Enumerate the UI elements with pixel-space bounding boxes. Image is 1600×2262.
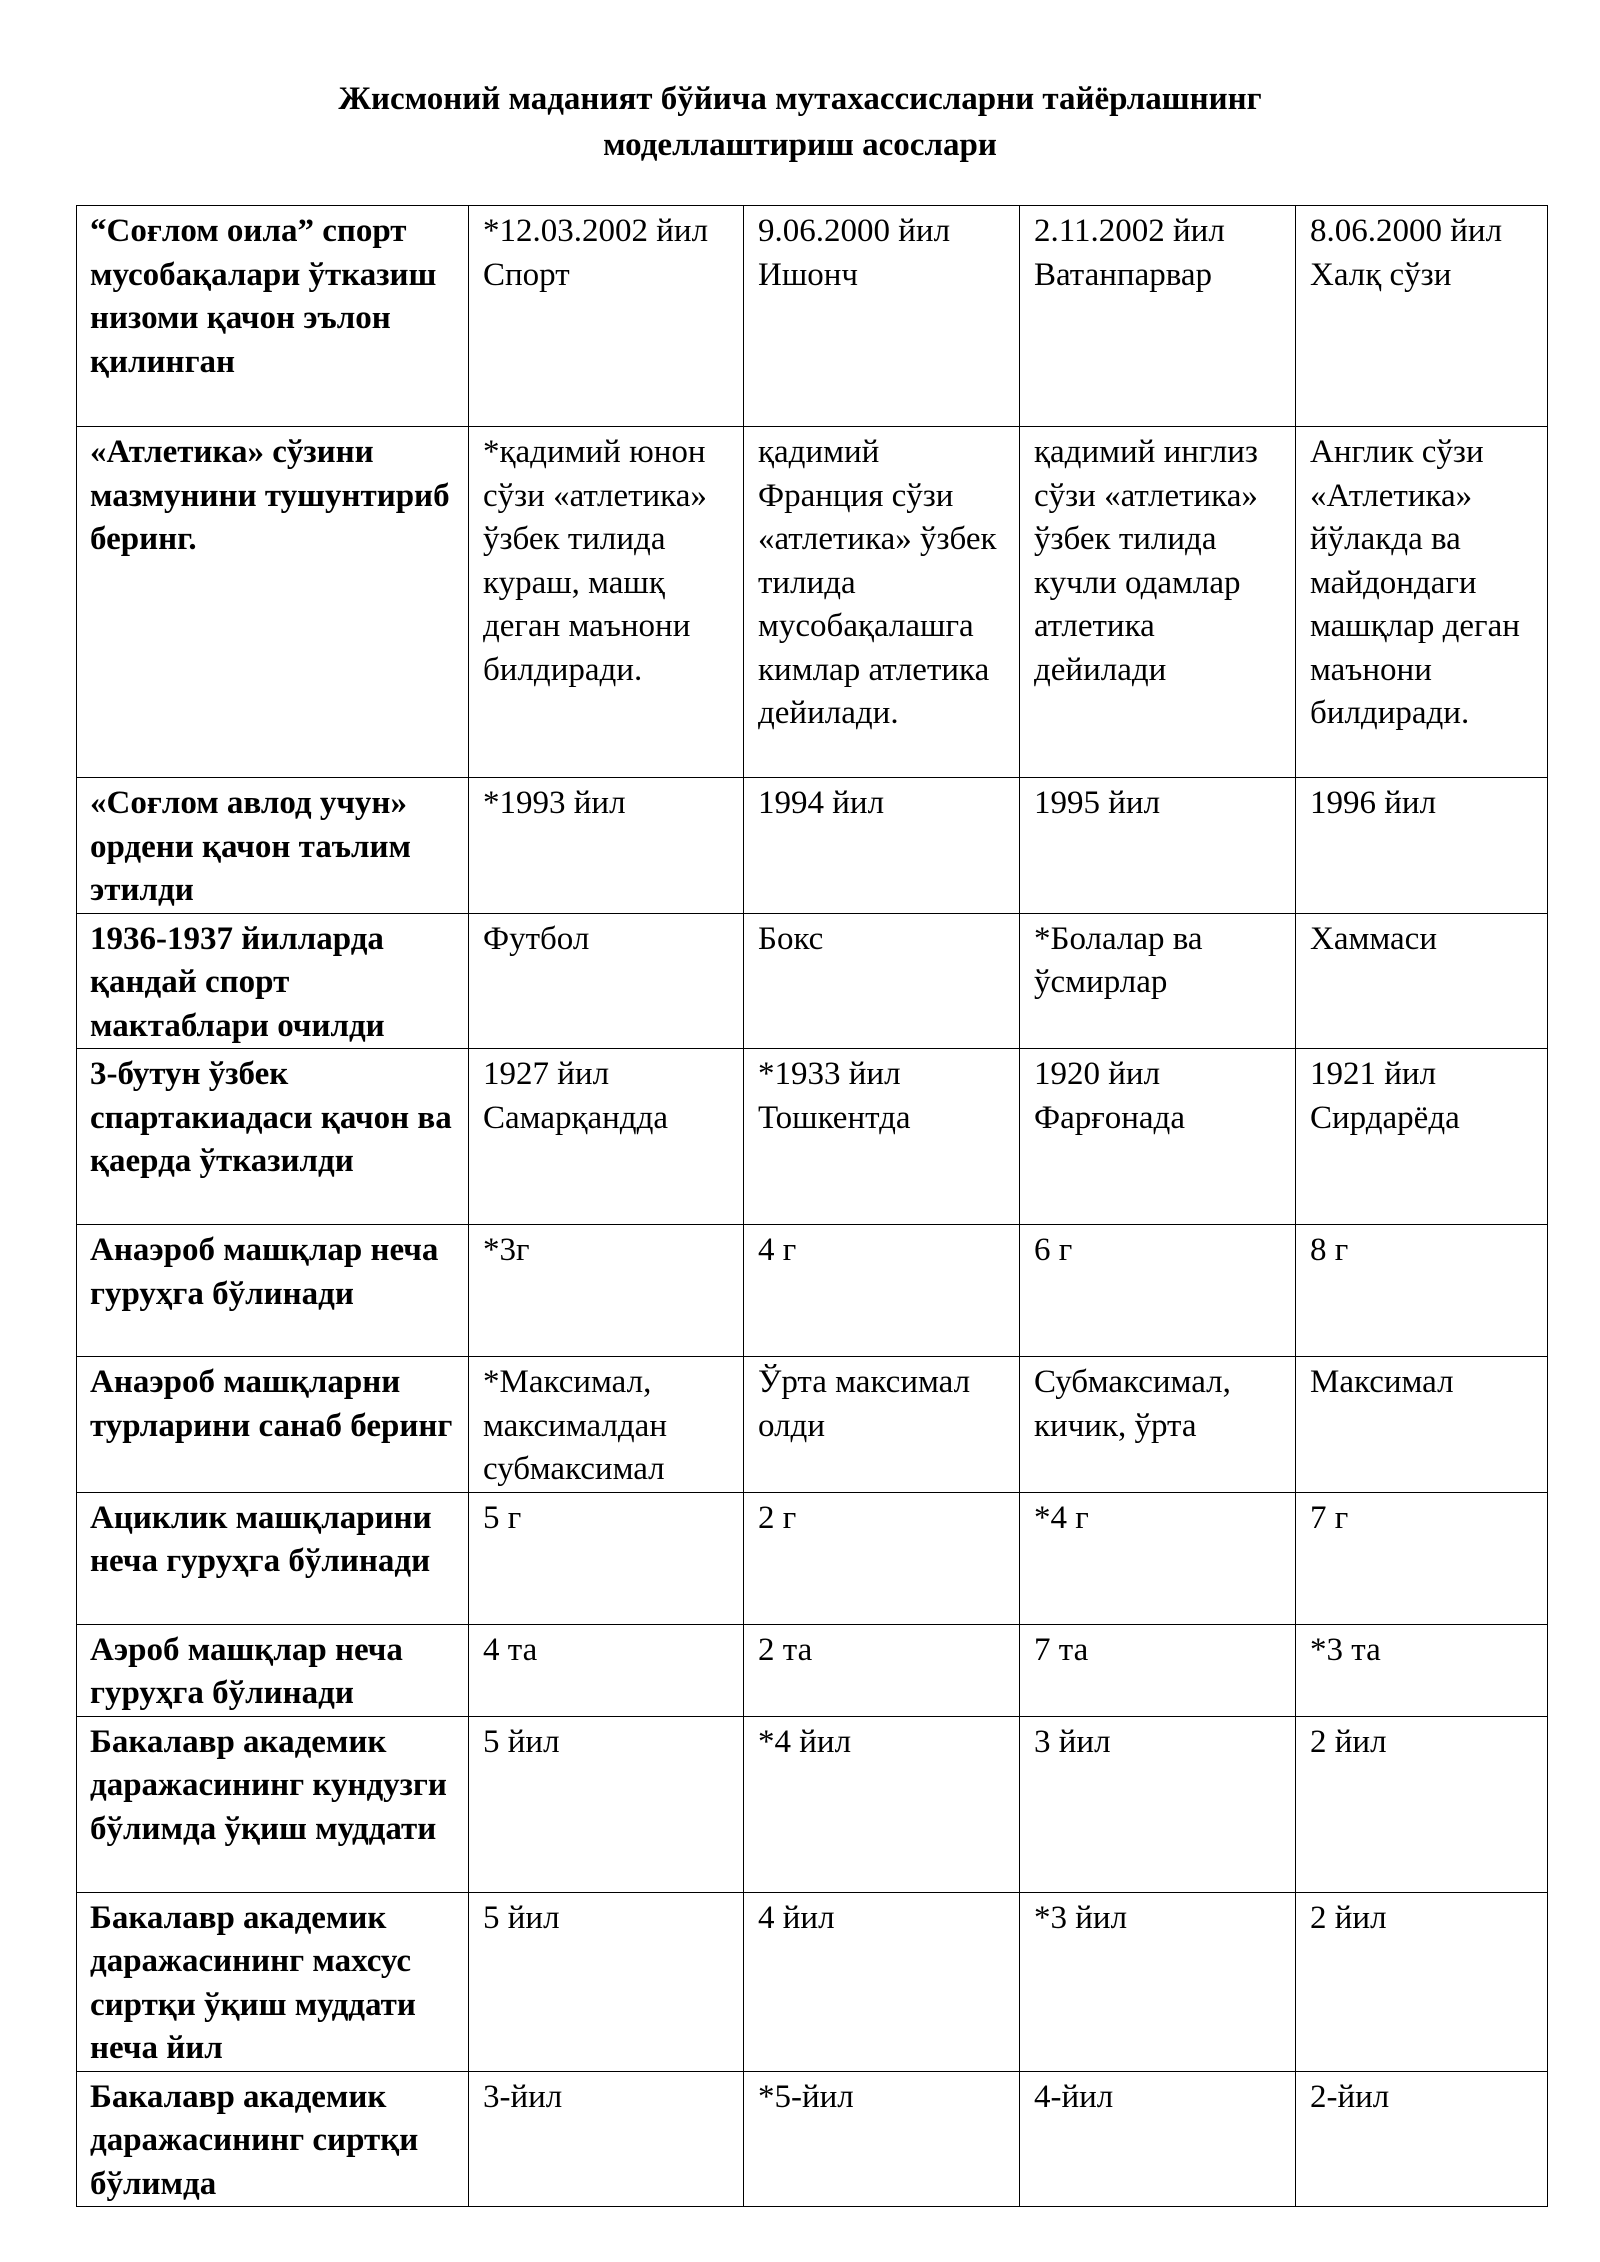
option-cell-a: Футбол [469, 913, 744, 1049]
option-cell-b: 9.06.2000 йил Ишонч [744, 206, 1020, 427]
option-cell-b: Бокс [744, 913, 1020, 1049]
option-cell-a: 4 та [469, 1624, 744, 1716]
option-cell-a: *Максимал, максималдан субмаксимал [469, 1357, 744, 1493]
option-cell-b: қадимий Франция сўзи «атлетика» ўзбек тилида мусобақалашга кимлар атлетика дейилади. [744, 427, 1020, 778]
option-cell-d: 1996 йил [1296, 778, 1548, 914]
table-row [77, 1892, 1548, 2071]
option-cell-d: 8.06.2000 йил Халқ сўзи [1296, 206, 1548, 427]
option-cell-b: 4 г [744, 1225, 1020, 1357]
option-cell-d: *3 та [1296, 1624, 1548, 1716]
table-row [77, 1225, 1548, 1357]
question-cell: Анаэроб машқларни турларини санаб беринг [77, 1357, 469, 1493]
option-cell-b: 1994 йил [744, 778, 1020, 914]
table-row [77, 427, 1548, 778]
option-cell-c: 4-йил [1020, 2071, 1296, 2207]
option-cell-a: 1927 йил Самарқандда [469, 1049, 744, 1225]
table-row [77, 1624, 1548, 1716]
option-cell-c: 2.11.2002 йил Ватанпарвар [1020, 206, 1296, 427]
option-cell-d: 8 г [1296, 1225, 1548, 1357]
option-cell-b: *1933 йил Тошкентда [744, 1049, 1020, 1225]
title-line-2: моделлаштириш асослари [603, 127, 997, 163]
question-cell: “Соғлом оила” спорт мусобақалари ўтказиш низоми қачон эълон қилинган [77, 206, 469, 427]
option-cell-c: *4 г [1020, 1492, 1296, 1624]
question-cell: 3-бутун ўзбек спартакиадаси қачон ва қаерда ўтказилди [77, 1049, 469, 1225]
option-cell-a: *3г [469, 1225, 744, 1357]
question-cell: Аэроб машқлар неча гуруҳга бўлинади [77, 1624, 469, 1716]
question-cell: «Атлетика» сўзини мазмунини тушунтириб беринг. [77, 427, 469, 778]
option-cell-d: 2-йил [1296, 2071, 1548, 2207]
table-row [77, 1357, 1548, 1493]
table-row [77, 206, 1548, 427]
option-cell-c: 7 та [1020, 1624, 1296, 1716]
table-row [77, 2071, 1548, 2207]
questions-table [76, 205, 1548, 2207]
option-cell-b: 2 та [744, 1624, 1020, 1716]
option-cell-d: 7 г [1296, 1492, 1548, 1624]
option-cell-b: 4 йил [744, 1892, 1020, 2071]
option-cell-a: *1993 йил [469, 778, 744, 914]
option-cell-a: 5 йил [469, 1892, 744, 2071]
option-cell-b: *4 йил [744, 1716, 1020, 1892]
table-row [77, 778, 1548, 914]
option-cell-c: Субмаксимал, кичик, ўрта [1020, 1357, 1296, 1493]
title-line-1: Жисмоний маданият бўйича мутахассисларни тайёрлашнинг [338, 81, 1262, 117]
option-cell-b: Ўрта максимал олди [744, 1357, 1020, 1493]
option-cell-c: 1995 йил [1020, 778, 1296, 914]
option-cell-d: Максимал [1296, 1357, 1548, 1493]
option-cell-c: *3 йил [1020, 1892, 1296, 2071]
option-cell-c: 1920 йил Фарғонада [1020, 1049, 1296, 1225]
option-cell-d: Хаммаси [1296, 913, 1548, 1049]
option-cell-a: *12.03.2002 йил Спорт [469, 206, 744, 427]
table-row [77, 1716, 1548, 1892]
question-cell: 1936-1937 йилларда қандай спорт мактаблари очилди [77, 913, 469, 1049]
option-cell-b: *5-йил [744, 2071, 1020, 2207]
table-row [77, 1492, 1548, 1624]
option-cell-b: 2 г [744, 1492, 1020, 1624]
question-cell: Бакалавр академик даражасининг кундузги бўлимда ўқиш муддати [77, 1716, 469, 1892]
table-row [77, 1049, 1548, 1225]
question-cell: Ациклик машқларини неча гуруҳга бўлинади [77, 1492, 469, 1624]
option-cell-c: 6 г [1020, 1225, 1296, 1357]
option-cell-a: 5 йил [469, 1716, 744, 1892]
option-cell-a: 5 г [469, 1492, 744, 1624]
option-cell-d: 2 йил [1296, 1892, 1548, 2071]
table-row [77, 913, 1548, 1049]
page-title [0, 76, 1600, 168]
option-cell-d: 2 йил [1296, 1716, 1548, 1892]
option-cell-a: 3-йил [469, 2071, 744, 2207]
option-cell-c: 3 йил [1020, 1716, 1296, 1892]
option-cell-c: қадимий инглиз сўзи «атлетика» ўзбек тилида кучли одамлар атлетика дейилади [1020, 427, 1296, 778]
question-cell: Бакалавр академик даражасининг махсус сиртқи ўқиш муддати неча йил [77, 1892, 469, 2071]
option-cell-c: *Болалар ва ўсмирлар [1020, 913, 1296, 1049]
option-cell-a: *қадимий юнон сўзи «атлетика» ўзбек тилида кураш, машқ деган маънони билдиради. [469, 427, 744, 778]
question-cell: «Соғлом авлод учун» ордени қачон таълим этилди [77, 778, 469, 914]
question-cell: Анаэроб машқлар неча гуруҳга бўлинади [77, 1225, 469, 1357]
option-cell-d: Англик сўзи «Атлетика» йўлакда ва майдондаги машқлар деган маънони билдиради. [1296, 427, 1548, 778]
question-cell: Бакалавр академик даражасининг сиртқи бўлимда [77, 2071, 469, 2207]
option-cell-d: 1921 йил Сирдарёда [1296, 1049, 1548, 1225]
